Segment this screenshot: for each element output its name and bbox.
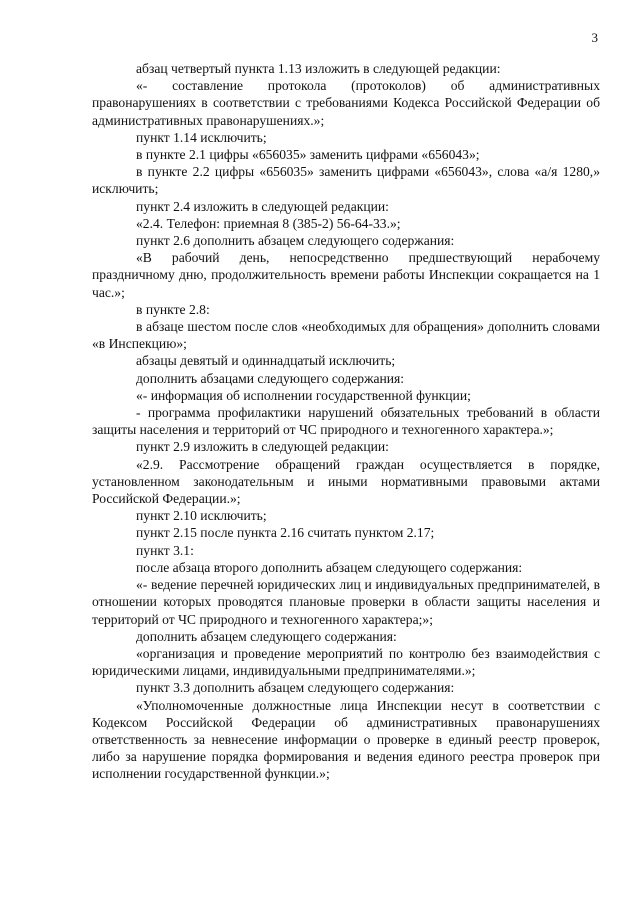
paragraph: «2.9. Рассмотрение обращений граждан осуществляется в порядке, установленном законодательным и иными нормативными правовыми актами Российской Федерации.»; [92,456,600,507]
paragraph: абзацы девятый и одиннадцатый исключить; [136,353,396,369]
paragraph: «2.4. Телефон: приемная 8 (385-2) 56-64-33.»; [136,215,401,231]
paragraph: пункт 3.3 дополнить абзацем следующего содержания: [136,680,455,696]
document-body [92,60,600,783]
paragraph: «организация и проведение мероприятий по контролю без взаимодействия с юридическими лицами, индивидуальными предпринимателями.»; [92,645,600,679]
paragraph: дополнить абзацами следующего содержания: [136,370,405,386]
paragraph: «В рабочий день, непосредственно предшествующий нерабочему праздничному дню, продолжительность времени работы Инспекции сокращается на 1 час.»; [92,250,600,300]
paragraph: пункт 2.10 исключить; [136,508,267,524]
paragraph: в пункте 2.2 цифры «656035» заменить цифрами «656043», слова «а/я 1280,» исключить; [92,164,600,197]
paragraph: в пункте 2.8: [136,301,210,317]
paragraph: пункт 1.14 исключить; [136,129,267,145]
paragraph: - программа профилактики нарушений обязательных требований в области защиты населения и территорий от ЧС природного и техногенного характера.»; [92,405,600,438]
paragraph: «- составление протокола (протоколов) об административных правонарушениях в соответствии с требованиями Кодекса Российской Федерации об административных правонарушениях.»; [92,78,600,128]
paragraph: пункт 2.6 дополнить абзацем следующего содержания: [136,233,455,249]
paragraph: после абзаца второго дополнить абзацем следующего содержания: [136,559,523,575]
paragraph: пункт 2.15 после пункта 2.16 считать пунктом 2.17; [136,525,435,541]
paragraph: «- информация об исполнении государственной функции; [136,387,471,403]
page-number: 3 [591,30,598,45]
paragraph: пункт 3.1: [136,542,194,558]
paragraph: «Уполномоченные должностные лица Инспекции несут в соответствии с Кодексом Российской Федерации об административных правонарушениях ответственность за невнесение информации о проверке в единый реестр проверок, либо за нарушение порядка формирования и ведения единого реестра проверок при исполнении государственной функции.»; [92,697,600,782]
paragraph: абзац четвертый пункта 1.13 изложить в следующей редакции: [136,61,501,76]
paragraph: в абзаце шестом после слов «необходимых для обращения» дополнить словами «в Инспекцию»; [92,319,600,352]
paragraph: дополнить абзацем следующего содержания: [136,628,397,644]
paragraph: в пункте 2.1 цифры «656035» заменить цифрами «656043»; [136,147,480,163]
paragraph: пункт 2.9 изложить в следующей редакции: [136,439,389,455]
paragraph: «- ведение перечней юридических лиц и индивидуальных предпринимателей, в отношении которых проводятся плановые проверки в области защиты населения и территорий от ЧС природного и техногенного характера;»; [92,577,600,627]
paragraph: пункт 2.4 изложить в следующей редакции: [136,198,389,214]
